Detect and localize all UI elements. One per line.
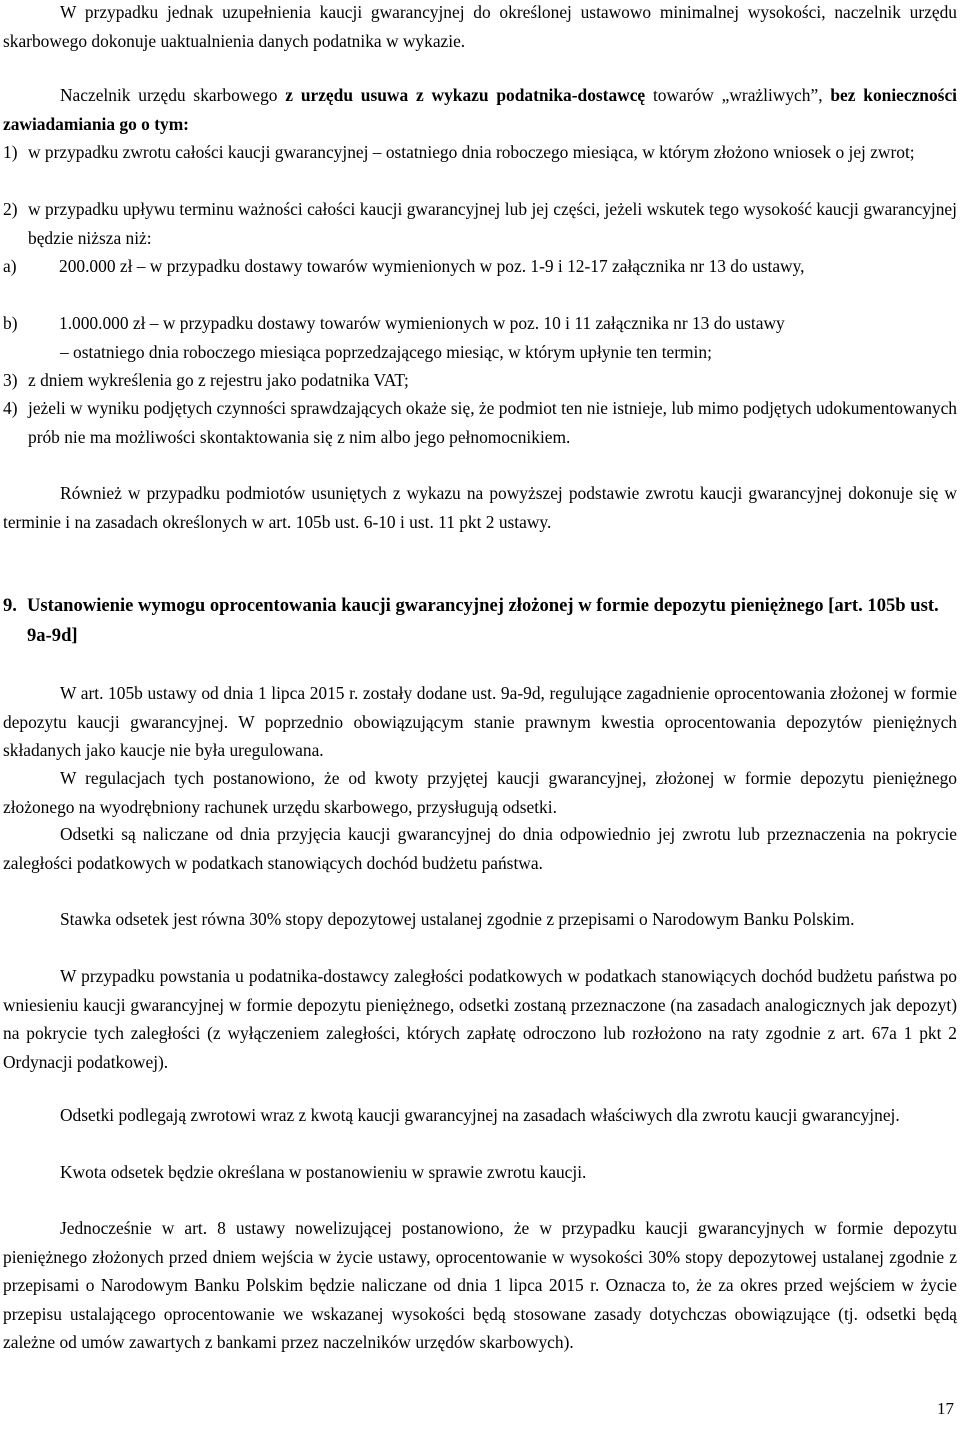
list-item-text: jeżeli w wyniku podjętych czynności sprawdzających okaże się, że podmiot ten nie istnieje, lub mimo podjętych udokumentowanych prób nie ma możliwości skontaktowania się z nim albo jego pełnomocnikiem. bbox=[28, 398, 957, 447]
list-item-1 bbox=[3, 138, 957, 167]
paragraph-refund-rules bbox=[3, 479, 957, 536]
paragraph-interest-decision: Kwota odsetek będzie określana w postanowieniu w sprawie zwrotu kaucji. bbox=[60, 1162, 587, 1182]
list-item-text: z dniem wykreślenia go z rejestru jako podatnika VAT; bbox=[28, 370, 409, 390]
paragraph-interest-rate: Stawka odsetek jest równa 30% stopy depozytowej ustalanej zgodnie z przepisami o Narodowym Banku Polskim. bbox=[60, 909, 855, 929]
paragraph-art-105b: W art. 105b ustawy od dnia 1 lipca 2015 r. zostały dodane ust. 9a-9d, regulujące zagadnienie oprocentowania złożonej w formie depozytu kaucji gwarancyjnej. W poprzednio obowiązującym stanie prawnym kwestia oprocentowania depozytów pieniężnych składanych jako kaucje nie była uregulowana. bbox=[3, 683, 957, 761]
removal-intro-part-a: Naczelnik urzędu skarbowego bbox=[60, 85, 286, 105]
removal-intro-bold-d: bez konieczności zawiadamiania go o tym: bbox=[3, 85, 957, 134]
paragraph-transitional-rules: Jednocześnie w art. 8 ustawy nowelizującej postanowiono, że w przypadku kaucji gwarancyjnych w formie depozytu pieniężnego złożonych przed dniem wejścia w życie ustawy, oprocentowanie w wysokości 30% stopy depozytowej ustalanej zgodnie z przepisami o Narodowym Banku Polskim będzie naliczane od dnia 1 lipca 2015 r. Oznacza to, że za okres przed wejściem w życie przepisu ustalającego oprocentowanie we wskazanej wysokości będą stosowane zasady dotychczas obowiązujące (tj. odsetki będą zależne od umów zawartych z bankami przez naczelników urzędów skarbowych). bbox=[3, 1218, 957, 1353]
list-subitem-text: 1.000.000 zł – w przypadku dostawy towarów wymienionych w poz. 10 i 11 załącznika nr 13 do ustawy bbox=[59, 313, 785, 333]
list-number: 4) bbox=[3, 398, 18, 418]
paragraph-interest-accrual: Odsetki są naliczane od dnia przyjęcia kaucji gwarancyjnej do dnia odpowiednio jej zwrotu lub przeznaczenia na pokrycie zaległości podatkowych w podatkach stanowiących dochód budżetu państwa. bbox=[3, 824, 957, 873]
page-number: 17 bbox=[937, 1399, 954, 1418]
paragraph-update-list: W przypadku jednak uzupełnienia kaucji gwarancyjnej do określonej ustawowo minimalnej wysokości, naczelnik urzędu skarbowego dokonuje uaktualnienia danych podatnika w wykazie. bbox=[3, 2, 957, 51]
list-item-text: w przypadku zwrotu całości kaucji gwarancyjnej – ostatniego dnia roboczego miesiąca, w którym złożono wniosek o jej zwrot; bbox=[28, 142, 915, 162]
list-number: 1) bbox=[3, 142, 18, 162]
list-item-4 bbox=[3, 394, 957, 451]
list-sub-number: a) bbox=[3, 256, 17, 276]
list-subitem-text: 200.000 zł – w przypadku dostawy towarów wymienionych w poz. 1-9 i 12-17 załącznika nr 13 do ustawy, bbox=[59, 256, 805, 276]
list-item-text: w przypadku upływu terminu ważności całości kaucji gwarancyjnej lub jej części, jeżeli wskutek tego wysokość kaucji gwarancyjnej będzie niższa niż: bbox=[28, 199, 957, 248]
removal-intro-bold-b: z urzędu usuwa z wykazu podatnika-dostawcę bbox=[285, 85, 646, 105]
paragraph-tax-arrears: W przypadku powstania u podatnika-dostawcy zaległości podatkowych w podatkach stanowiących dochód budżetu państwa po wniesieniu kaucji gwarancyjnej w formie depozytu pieniężnego, odsetki zostaną przeznaczone (na zasadach analogicznych jak depozyt) na pokrycie tych zaległości (z wyłączeniem zaległości, których zapłatę odroczono lub rozłożono na raty zgodnie z art. 67a 1 pkt 2 Ordynacji podatkowej). bbox=[3, 966, 957, 1072]
section-number: 9. bbox=[3, 595, 17, 616]
list-number: 2) bbox=[3, 199, 18, 219]
refund-rules-lead: Również bbox=[60, 483, 122, 503]
section-heading-9 bbox=[3, 591, 947, 651]
list-sub-number: b) bbox=[3, 313, 18, 333]
list-item-2 bbox=[3, 195, 957, 252]
paragraph-removal-intro bbox=[3, 81, 957, 138]
paragraph-interest-refund: Odsetki podlegają zwrotowi wraz z kwotą kaucji gwarancyjnej na zasadach właściwych dla zwrotu kaucji gwarancyjnej. bbox=[60, 1105, 900, 1125]
paragraph-regulations: W regulacjach tych postanowiono, że od kwoty przyjętej kaucji gwarancyjnej, złożonej w formie depozytu pieniężnego złożonego na wyodrębniony rachunek urzędu skarbowego, przysługują odsetki. bbox=[3, 768, 957, 817]
list-item-3 bbox=[3, 366, 957, 395]
list-subitem-2a bbox=[3, 252, 957, 281]
section-title: Ustanowienie wymogu oprocentowania kaucji gwarancyjnej złożonej w formie depozytu pieniężnego [art. 105b ust. 9a-9d] bbox=[27, 595, 939, 646]
removal-intro-part-c: towarów „wrażliwych”, bbox=[645, 85, 831, 105]
list-subitem-2b bbox=[3, 309, 960, 338]
list-item-2-tail: – ostatniego dnia roboczego miesiąca poprzedzającego miesiąc, w którym upłynie ten termin; bbox=[60, 342, 712, 362]
refund-rules-rest: w przypadku podmiotów usuniętych z wykazu na powyższej podstawie zwrotu kaucji gwarancyjnej dokonuje się w terminie i na zasadach określonych w art. 105b ust. 6-10 i ust. 11 pkt 2 ustawy. bbox=[3, 483, 957, 532]
list-number: 3) bbox=[3, 370, 18, 390]
